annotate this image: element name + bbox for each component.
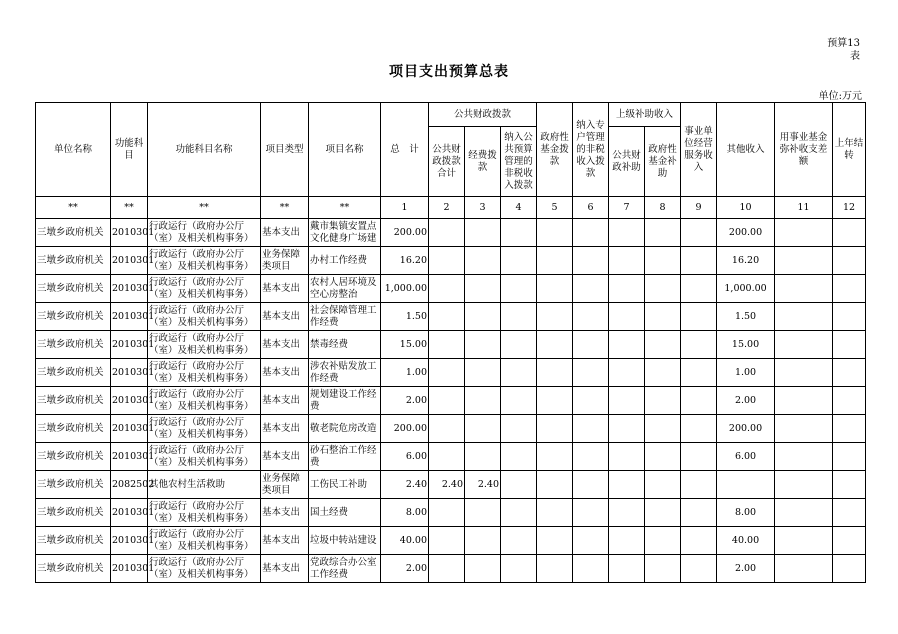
public-fiscal-total-cell <box>429 527 465 555</box>
business-fund-cell <box>775 359 833 387</box>
header-other-income: 其他收入 <box>717 103 775 197</box>
project-name-cell: 社会保障管理工作经费 <box>309 303 381 331</box>
gov-fund-sub-cell <box>645 443 681 471</box>
business-income-cell <box>681 387 717 415</box>
gov-fund-cell <box>537 219 573 247</box>
page-label-line2: 表 <box>850 51 860 62</box>
other-income-cell: 40.00 <box>717 527 775 555</box>
gov-fund-cell <box>537 443 573 471</box>
funding-cell <box>465 387 501 415</box>
index-cell: 12 <box>833 197 866 219</box>
carryover-cell <box>833 275 866 303</box>
project-type-cell: 基本支出 <box>261 275 309 303</box>
table-row <box>36 415 866 443</box>
business-fund-cell <box>775 415 833 443</box>
public-fiscal-total-cell <box>429 219 465 247</box>
table-row <box>36 527 866 555</box>
business-fund-cell <box>775 275 833 303</box>
project-type-cell: 基本支出 <box>261 359 309 387</box>
table-row <box>36 331 866 359</box>
public-fiscal-sub-cell <box>609 499 645 527</box>
table-row <box>36 499 866 527</box>
gov-fund-sub-cell <box>645 415 681 443</box>
gov-fund-sub-cell <box>645 359 681 387</box>
business-income-cell <box>681 303 717 331</box>
non-tax-cell <box>501 443 537 471</box>
business-fund-cell <box>775 471 833 499</box>
public-fiscal-total-cell <box>429 359 465 387</box>
non-tax-cell <box>501 499 537 527</box>
header-business-fund: 用事业基金弥补收支差额 <box>775 103 833 197</box>
func-name-cell: 行政运行（政府办公厅（室）及相关机构事务） <box>148 303 261 331</box>
carryover-cell <box>833 471 866 499</box>
project-type-cell: 基本支出 <box>261 527 309 555</box>
header-func-name: 功能科目名称 <box>148 103 261 197</box>
public-fiscal-sub-cell <box>609 275 645 303</box>
project-name-cell: 戴市集镇安置点文化健身广场建 <box>309 219 381 247</box>
special-non-tax-cell <box>573 275 609 303</box>
func-code-cell: 2010301 <box>111 555 148 583</box>
gov-fund-sub-cell <box>645 275 681 303</box>
index-cell: 10 <box>717 197 775 219</box>
index-cell: 5 <box>537 197 573 219</box>
table-row <box>36 247 866 275</box>
non-tax-cell <box>501 359 537 387</box>
func-name-cell: 行政运行（政府办公厅（室）及相关机构事务） <box>148 275 261 303</box>
project-type-cell: 基本支出 <box>261 415 309 443</box>
carryover-cell <box>833 303 866 331</box>
non-tax-cell <box>501 331 537 359</box>
gov-fund-sub-cell <box>645 499 681 527</box>
index-cell: 2 <box>429 197 465 219</box>
budget-table <box>35 102 866 583</box>
funding-cell <box>465 219 501 247</box>
carryover-cell <box>833 527 866 555</box>
business-income-cell <box>681 219 717 247</box>
gov-fund-cell <box>537 415 573 443</box>
business-fund-cell <box>775 247 833 275</box>
public-fiscal-total-cell <box>429 499 465 527</box>
table-row <box>36 443 866 471</box>
special-non-tax-cell <box>573 359 609 387</box>
public-fiscal-sub-cell <box>609 527 645 555</box>
public-fiscal-total-cell <box>429 387 465 415</box>
other-income-cell: 1.50 <box>717 303 775 331</box>
carryover-cell <box>833 555 866 583</box>
page-label <box>820 37 860 63</box>
gov-fund-sub-cell <box>645 387 681 415</box>
non-tax-cell <box>501 247 537 275</box>
public-fiscal-sub-cell <box>609 247 645 275</box>
total-cell: 2.00 <box>381 387 429 415</box>
project-type-cell: 业务保障类项目 <box>261 471 309 499</box>
total-cell: 2.00 <box>381 555 429 583</box>
business-fund-cell <box>775 555 833 583</box>
special-non-tax-cell <box>573 331 609 359</box>
non-tax-cell <box>501 555 537 583</box>
unit-name-cell: 三墩乡政府机关 <box>36 499 111 527</box>
total-cell: 200.00 <box>381 219 429 247</box>
public-fiscal-sub-cell <box>609 359 645 387</box>
gov-fund-cell <box>537 471 573 499</box>
other-income-cell: 2.00 <box>717 555 775 583</box>
header-project-name: 项目名称 <box>309 103 381 197</box>
project-name-cell: 垃圾中转站建设 <box>309 527 381 555</box>
non-tax-cell <box>501 415 537 443</box>
func-code-cell: 2010301 <box>111 247 148 275</box>
func-name-cell: 其他农村生活救助 <box>148 471 261 499</box>
project-name-cell: 砂石整治工作经费 <box>309 443 381 471</box>
header-public-fiscal: 公共财政拨款 <box>429 103 537 127</box>
carryover-cell <box>833 331 866 359</box>
header-public-fiscal-sub: 公共财政补助 <box>609 127 645 197</box>
total-cell: 40.00 <box>381 527 429 555</box>
project-name-cell: 规划建设工作经费 <box>309 387 381 415</box>
business-income-cell <box>681 415 717 443</box>
header-special-non-tax: 纳入专户管理的非税收入拨款 <box>573 103 609 197</box>
business-fund-cell <box>775 303 833 331</box>
func-name-cell: 行政运行（政府办公厅（室）及相关机构事务） <box>148 443 261 471</box>
index-cell: 8 <box>645 197 681 219</box>
unit-name-cell: 三墩乡政府机关 <box>36 555 111 583</box>
public-fiscal-total-cell <box>429 443 465 471</box>
business-income-cell <box>681 275 717 303</box>
total-cell: 8.00 <box>381 499 429 527</box>
func-code-cell: 2010301 <box>111 331 148 359</box>
other-income-cell: 200.00 <box>717 219 775 247</box>
funding-cell <box>465 303 501 331</box>
table-row <box>36 275 866 303</box>
carryover-cell <box>833 499 866 527</box>
other-income-cell: 1.00 <box>717 359 775 387</box>
non-tax-cell <box>501 219 537 247</box>
special-non-tax-cell <box>573 471 609 499</box>
unit-name-cell: 三墩乡政府机关 <box>36 527 111 555</box>
other-income-cell: 16.20 <box>717 247 775 275</box>
index-cell: 11 <box>775 197 833 219</box>
non-tax-cell <box>501 387 537 415</box>
total-cell: 16.20 <box>381 247 429 275</box>
func-code-cell: 2010301 <box>111 499 148 527</box>
gov-fund-cell <box>537 387 573 415</box>
table-body <box>36 219 866 583</box>
special-non-tax-cell <box>573 303 609 331</box>
public-fiscal-total-cell <box>429 555 465 583</box>
gov-fund-sub-cell <box>645 527 681 555</box>
carryover-cell <box>833 415 866 443</box>
total-cell: 200.00 <box>381 415 429 443</box>
header-func-code: 功能科目 <box>111 103 148 197</box>
index-row <box>36 197 866 219</box>
unit-name-cell: 三墩乡政府机关 <box>36 359 111 387</box>
public-fiscal-sub-cell <box>609 471 645 499</box>
gov-fund-cell <box>537 527 573 555</box>
special-non-tax-cell <box>573 415 609 443</box>
unit-name-cell: 三墩乡政府机关 <box>36 275 111 303</box>
public-fiscal-total-cell: 2.40 <box>429 471 465 499</box>
carryover-cell <box>833 387 866 415</box>
non-tax-cell <box>501 303 537 331</box>
func-code-cell: 2082502 <box>111 471 148 499</box>
index-cell: ** <box>148 197 261 219</box>
total-cell: 1.50 <box>381 303 429 331</box>
carryover-cell <box>833 219 866 247</box>
project-name-cell: 涉农补贴发放工作经费 <box>309 359 381 387</box>
header-business-income: 事业单位经营服务收入 <box>681 103 717 197</box>
other-income-cell: 6.00 <box>717 443 775 471</box>
project-type-cell: 基本支出 <box>261 443 309 471</box>
index-cell: 4 <box>501 197 537 219</box>
gov-fund-cell <box>537 359 573 387</box>
carryover-cell <box>833 247 866 275</box>
unit-name-cell: 三墩乡政府机关 <box>36 247 111 275</box>
func-code-cell: 2010301 <box>111 443 148 471</box>
public-fiscal-sub-cell <box>609 331 645 359</box>
gov-fund-cell <box>537 275 573 303</box>
funding-cell <box>465 331 501 359</box>
index-cell: 7 <box>609 197 645 219</box>
project-type-cell: 基本支出 <box>261 331 309 359</box>
page-label-line1: 预算13 <box>827 38 860 49</box>
gov-fund-cell <box>537 247 573 275</box>
total-cell: 2.40 <box>381 471 429 499</box>
table-header <box>36 103 866 219</box>
unit-name-cell: 三墩乡政府机关 <box>36 471 111 499</box>
page-title: 项目支出预算总表 <box>389 64 509 80</box>
func-code-cell: 2010301 <box>111 527 148 555</box>
business-fund-cell <box>775 443 833 471</box>
index-cell: 3 <box>465 197 501 219</box>
public-fiscal-sub-cell <box>609 555 645 583</box>
carryover-cell <box>833 359 866 387</box>
business-income-cell <box>681 499 717 527</box>
project-name-cell: 党政综合办公室工作经费 <box>309 555 381 583</box>
total-cell: 1.00 <box>381 359 429 387</box>
non-tax-cell <box>501 527 537 555</box>
func-name-cell: 行政运行（政府办公厅（室）及相关机构事务） <box>148 219 261 247</box>
project-name-cell: 敬老院危房改造 <box>309 415 381 443</box>
gov-fund-cell <box>537 555 573 583</box>
gov-fund-sub-cell <box>645 555 681 583</box>
index-cell: 1 <box>381 197 429 219</box>
unit-name-cell: 三墩乡政府机关 <box>36 331 111 359</box>
unit-label: 单位:万元 <box>818 91 862 102</box>
func-name-cell: 行政运行（政府办公厅（室）及相关机构事务） <box>148 247 261 275</box>
gov-fund-sub-cell <box>645 331 681 359</box>
project-name-cell: 农村人居环境及空心房整治 <box>309 275 381 303</box>
gov-fund-sub-cell <box>645 219 681 247</box>
business-income-cell <box>681 331 717 359</box>
public-fiscal-total-cell <box>429 247 465 275</box>
public-fiscal-total-cell <box>429 275 465 303</box>
project-name-cell: 禁毒经费 <box>309 331 381 359</box>
table-row <box>36 219 866 247</box>
index-cell: ** <box>309 197 381 219</box>
project-name-cell: 工伤民工补助 <box>309 471 381 499</box>
table-row <box>36 555 866 583</box>
project-type-cell: 基本支出 <box>261 303 309 331</box>
unit-name-cell: 三墩乡政府机关 <box>36 303 111 331</box>
unit-name-cell: 三墩乡政府机关 <box>36 387 111 415</box>
business-fund-cell <box>775 219 833 247</box>
special-non-tax-cell <box>573 247 609 275</box>
index-cell: 9 <box>681 197 717 219</box>
funding-cell: 2.40 <box>465 471 501 499</box>
business-fund-cell <box>775 331 833 359</box>
public-fiscal-sub-cell <box>609 219 645 247</box>
func-name-cell: 行政运行（政府办公厅（室）及相关机构事务） <box>148 415 261 443</box>
unit-name-cell: 三墩乡政府机关 <box>36 415 111 443</box>
business-income-cell <box>681 527 717 555</box>
funding-cell <box>465 247 501 275</box>
gov-fund-cell <box>537 499 573 527</box>
special-non-tax-cell <box>573 443 609 471</box>
func-code-cell: 2010301 <box>111 303 148 331</box>
public-fiscal-sub-cell <box>609 443 645 471</box>
funding-cell <box>465 275 501 303</box>
funding-cell <box>465 499 501 527</box>
header-unit-name: 单位名称 <box>36 103 111 197</box>
func-code-cell: 2010301 <box>111 275 148 303</box>
business-fund-cell <box>775 387 833 415</box>
func-name-cell: 行政运行（政府办公厅（室）及相关机构事务） <box>148 359 261 387</box>
unit-name-cell: 三墩乡政府机关 <box>36 219 111 247</box>
special-non-tax-cell <box>573 387 609 415</box>
gov-fund-cell <box>537 303 573 331</box>
carryover-cell <box>833 443 866 471</box>
public-fiscal-sub-cell <box>609 387 645 415</box>
project-name-cell: 国土经费 <box>309 499 381 527</box>
other-income-cell: 1,000.00 <box>717 275 775 303</box>
func-code-cell: 2010301 <box>111 415 148 443</box>
header-non-tax: 纳入公共预算管理的非税收入拨款 <box>501 127 537 197</box>
index-cell: ** <box>261 197 309 219</box>
business-income-cell <box>681 555 717 583</box>
funding-cell <box>465 527 501 555</box>
header-public-fiscal-total: 公共财政拨款合计 <box>429 127 465 197</box>
public-fiscal-total-cell <box>429 415 465 443</box>
gov-fund-cell <box>537 331 573 359</box>
business-income-cell <box>681 247 717 275</box>
func-name-cell: 行政运行（政府办公厅（室）及相关机构事务） <box>148 499 261 527</box>
special-non-tax-cell <box>573 555 609 583</box>
non-tax-cell <box>501 275 537 303</box>
gov-fund-sub-cell <box>645 303 681 331</box>
funding-cell <box>465 415 501 443</box>
header-gov-fund: 政府性基金拨款 <box>537 103 573 197</box>
header-carryover: 上年结转 <box>833 103 866 197</box>
func-name-cell: 行政运行（政府办公厅（室）及相关机构事务） <box>148 527 261 555</box>
funding-cell <box>465 359 501 387</box>
other-income-cell <box>717 471 775 499</box>
total-cell: 1,000.00 <box>381 275 429 303</box>
header-total: 总 计 <box>381 103 429 197</box>
other-income-cell: 15.00 <box>717 331 775 359</box>
header-project-type: 项目类型 <box>261 103 309 197</box>
unit-name-cell: 三墩乡政府机关 <box>36 443 111 471</box>
project-type-cell: 基本支出 <box>261 219 309 247</box>
index-cell: ** <box>36 197 111 219</box>
index-cell: ** <box>111 197 148 219</box>
total-cell: 15.00 <box>381 331 429 359</box>
business-fund-cell <box>775 499 833 527</box>
header-funding: 经费拨款 <box>465 127 501 197</box>
special-non-tax-cell <box>573 499 609 527</box>
public-fiscal-total-cell <box>429 303 465 331</box>
special-non-tax-cell <box>573 527 609 555</box>
funding-cell <box>465 443 501 471</box>
index-cell: 6 <box>573 197 609 219</box>
func-name-cell: 行政运行（政府办公厅（室）及相关机构事务） <box>148 555 261 583</box>
business-income-cell <box>681 443 717 471</box>
table-row <box>36 303 866 331</box>
business-fund-cell <box>775 527 833 555</box>
func-name-cell: 行政运行（政府办公厅（室）及相关机构事务） <box>148 331 261 359</box>
project-type-cell: 业务保障类项目 <box>261 247 309 275</box>
public-fiscal-sub-cell <box>609 303 645 331</box>
public-fiscal-sub-cell <box>609 415 645 443</box>
project-type-cell: 基本支出 <box>261 387 309 415</box>
special-non-tax-cell <box>573 219 609 247</box>
total-cell: 6.00 <box>381 443 429 471</box>
header-superior-subsidy: 上级补助收入 <box>609 103 681 127</box>
func-name-cell: 行政运行（政府办公厅（室）及相关机构事务） <box>148 387 261 415</box>
table-row <box>36 387 866 415</box>
business-income-cell <box>681 471 717 499</box>
funding-cell <box>465 555 501 583</box>
func-code-cell: 2010301 <box>111 359 148 387</box>
other-income-cell: 8.00 <box>717 499 775 527</box>
gov-fund-sub-cell <box>645 247 681 275</box>
gov-fund-sub-cell <box>645 471 681 499</box>
func-code-cell: 2010301 <box>111 219 148 247</box>
func-code-cell: 2010301 <box>111 387 148 415</box>
other-income-cell: 2.00 <box>717 387 775 415</box>
project-type-cell: 基本支出 <box>261 555 309 583</box>
header-gov-fund-sub: 政府性基金补助 <box>645 127 681 197</box>
other-income-cell: 200.00 <box>717 415 775 443</box>
project-name-cell: 办村工作经费 <box>309 247 381 275</box>
project-type-cell: 基本支出 <box>261 499 309 527</box>
table-row <box>36 359 866 387</box>
non-tax-cell <box>501 471 537 499</box>
table-row <box>36 471 866 499</box>
business-income-cell <box>681 359 717 387</box>
public-fiscal-total-cell <box>429 331 465 359</box>
